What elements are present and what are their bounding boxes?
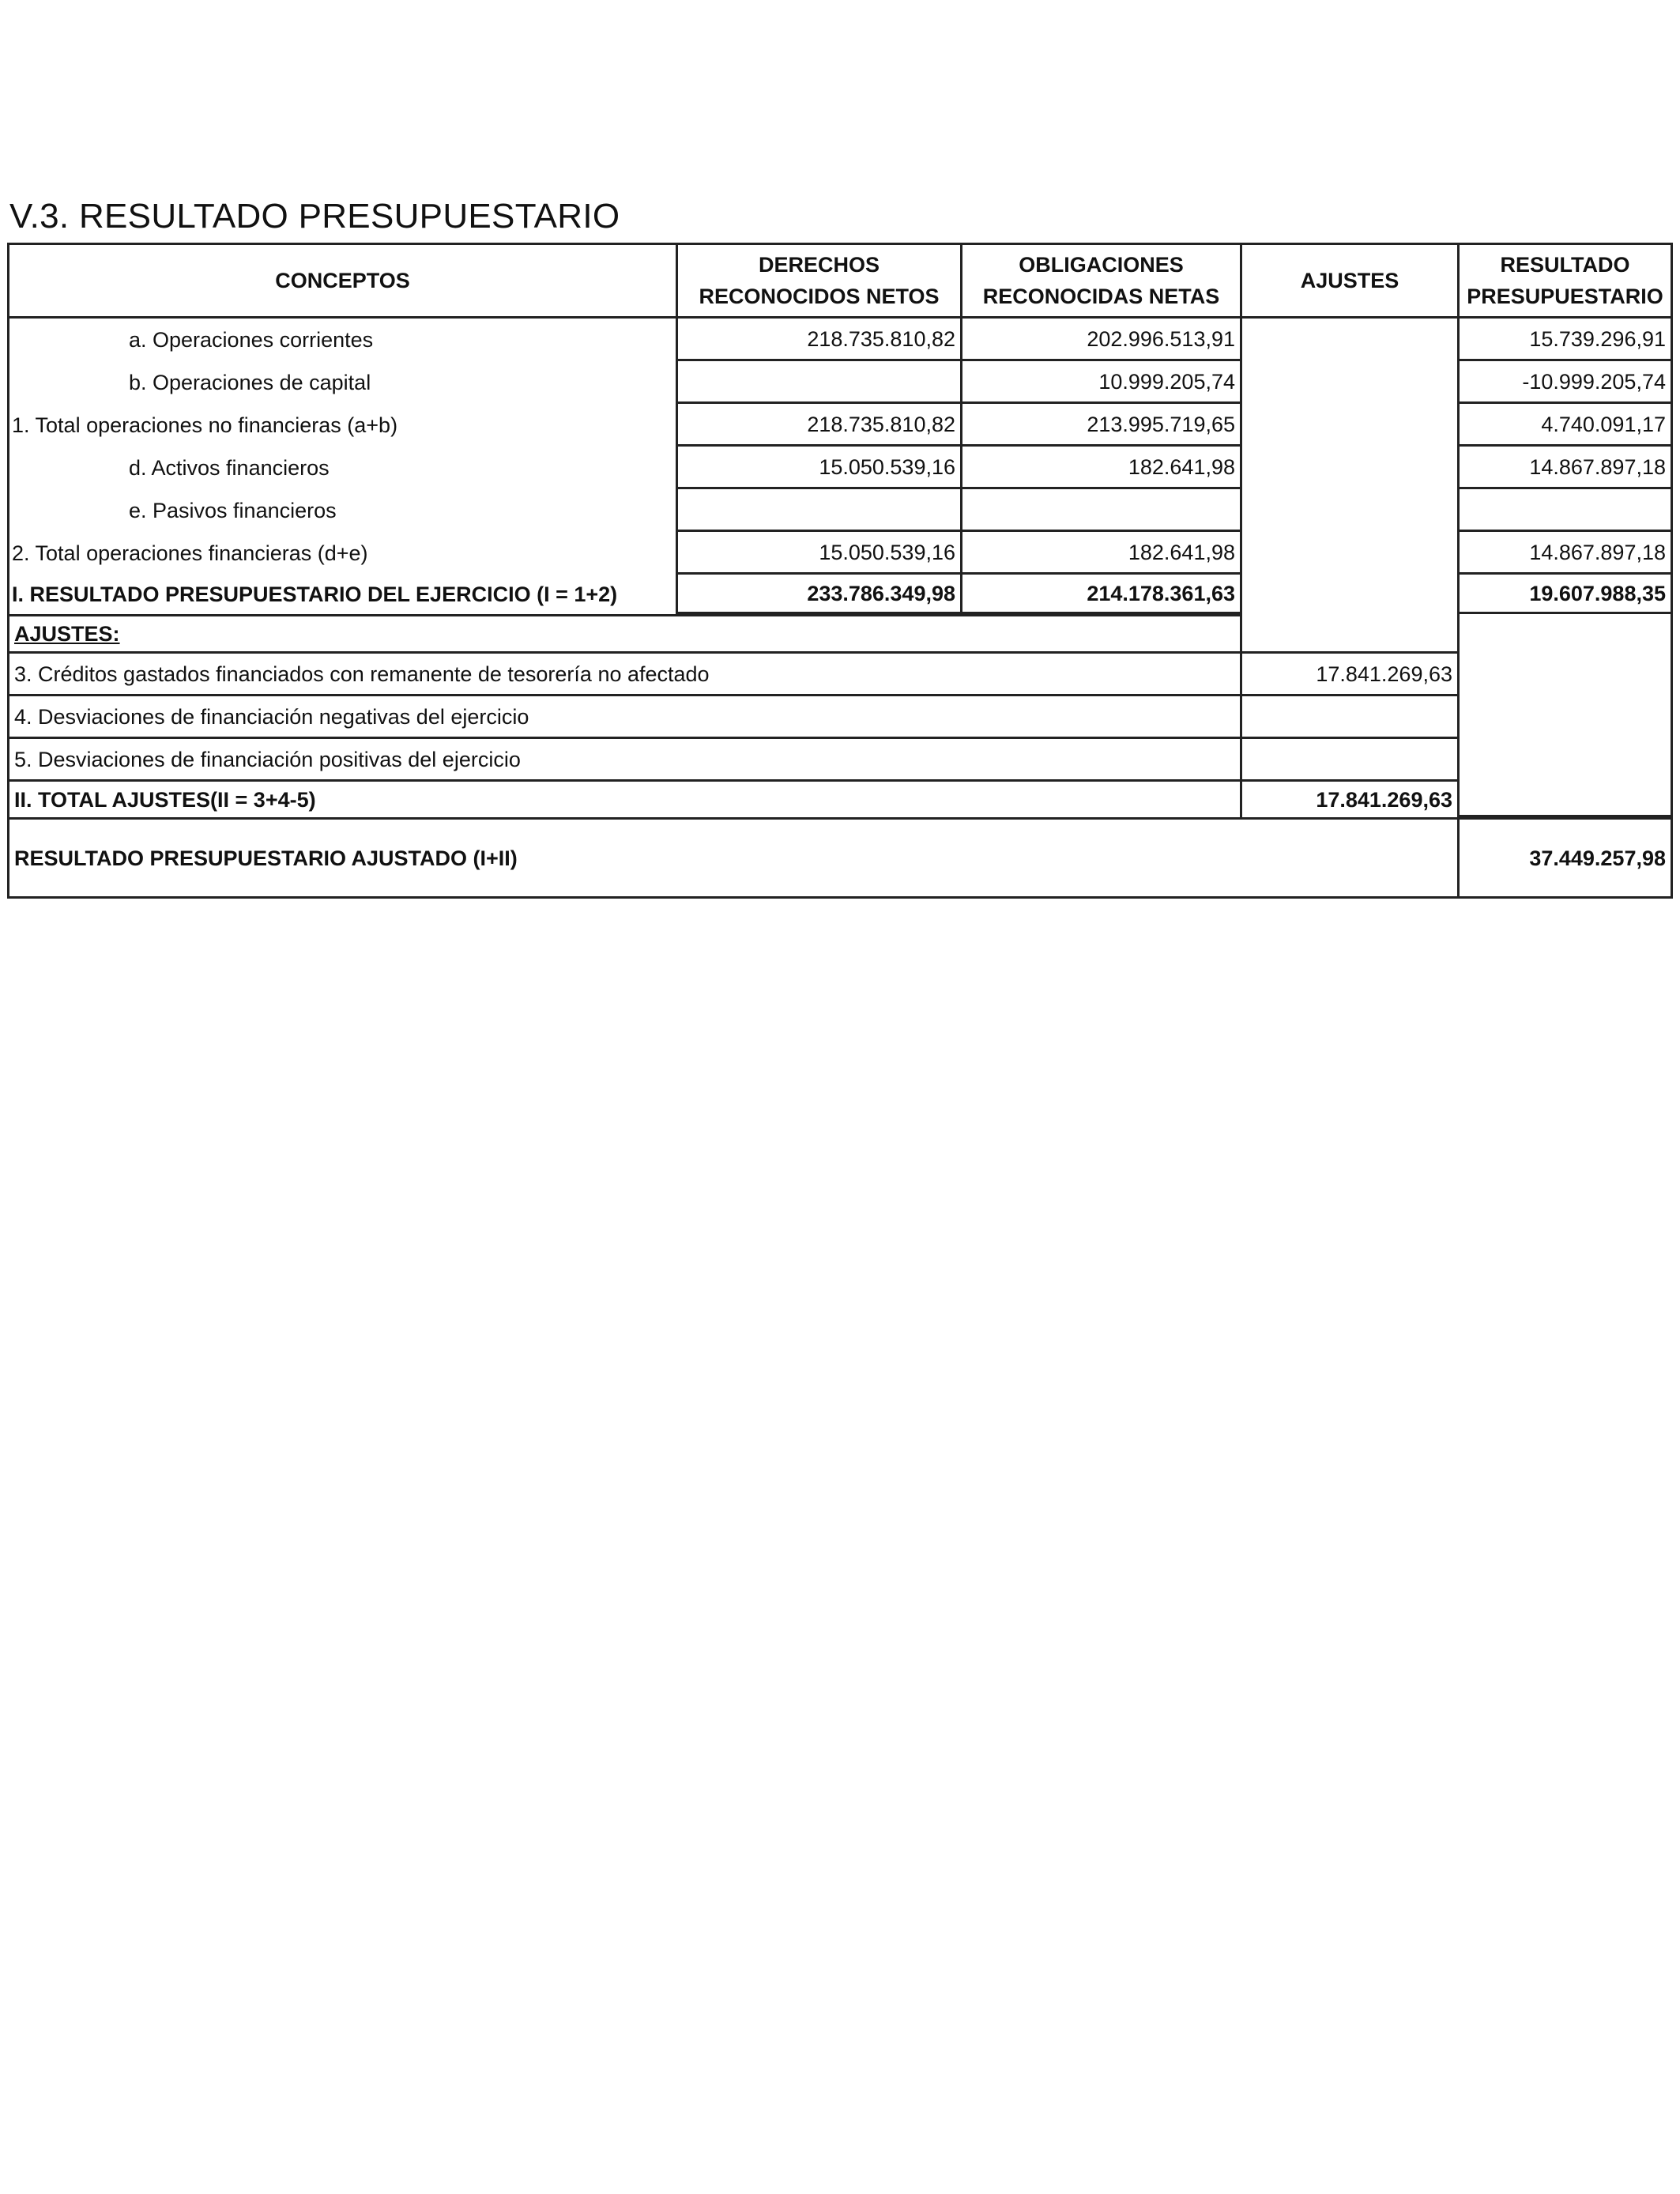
row-d-derechos: 15.050.539,16 bbox=[676, 444, 962, 489]
row-b-concept: b. Operaciones de capital bbox=[129, 371, 371, 394]
row-II-concept: II. TOTAL AJUSTES(II = 3+4-5) bbox=[7, 779, 1242, 820]
header-ajustes-label: AJUSTES bbox=[1300, 269, 1399, 292]
row-I-derechos: 233.786.349,98 bbox=[676, 572, 962, 614]
final-concept: RESULTADO PRESUPUESTARIO AJUSTADO (I+II) bbox=[7, 817, 1460, 899]
row-d-concept: d. Activos financieros bbox=[129, 456, 330, 480]
row-3-ajuste: 17.841.269,63 bbox=[1240, 651, 1460, 696]
header-derechos bbox=[676, 243, 962, 319]
header-obligaciones-line2: RECONOCIDAS NETAS bbox=[982, 285, 1220, 308]
row-a-resultado: 15.739.296,91 bbox=[1457, 316, 1673, 361]
ajustes-section-label bbox=[7, 614, 1242, 654]
row-4-ajuste bbox=[1240, 694, 1460, 739]
ajustes-column-upper bbox=[1240, 316, 1460, 654]
row-b-resultado: -10.999.205,74 bbox=[1457, 359, 1673, 404]
header-ajustes bbox=[1240, 243, 1460, 319]
row-2-obligaciones: 182.641,98 bbox=[960, 530, 1242, 575]
row-b-obligaciones: 10.999.205,74 bbox=[960, 359, 1242, 404]
row-a-derechos: 218.735.810,82 bbox=[676, 316, 962, 361]
header-resultado-line1: RESULTADO bbox=[1500, 253, 1630, 277]
header-resultado-line2: PRESUPUESTARIO bbox=[1467, 285, 1663, 308]
row-1-concept: 1. Total operaciones no financieras (a+b) bbox=[12, 413, 398, 437]
row-5-concept: 5. Desviaciones de financiación positivas del ejercicio bbox=[7, 737, 1242, 782]
header-conceptos bbox=[7, 243, 678, 319]
row-I-resultado: 19.607.988,35 bbox=[1457, 572, 1673, 614]
row-2-resultado: 14.867.897,18 bbox=[1457, 530, 1673, 575]
row-a-concept: a. Operaciones corrientes bbox=[129, 328, 374, 352]
resultado-column-ajustes bbox=[1457, 612, 1673, 817]
row-5-ajuste bbox=[1240, 737, 1460, 782]
row-I-concept: I. RESULTADO PRESUPUESTARIO DEL EJERCICIO (I = 1+2) bbox=[12, 582, 618, 606]
row-d-obligaciones: 182.641,98 bbox=[960, 444, 1242, 489]
budget-result-table bbox=[7, 243, 1673, 899]
row-I-obligaciones: 214.178.361,63 bbox=[960, 572, 1242, 614]
header-resultado bbox=[1457, 243, 1673, 319]
row-2-derechos: 15.050.539,16 bbox=[676, 530, 962, 575]
row-e-resultado bbox=[1457, 487, 1673, 532]
row-e-obligaciones bbox=[960, 487, 1242, 532]
header-obligaciones-line1: OBLIGACIONES bbox=[1019, 253, 1184, 277]
header-obligaciones bbox=[960, 243, 1242, 319]
row-II-ajuste: 17.841.269,63 bbox=[1240, 779, 1460, 820]
header-derechos-line2: RECONOCIDOS NETOS bbox=[699, 285, 940, 308]
row-1-derechos: 218.735.810,82 bbox=[676, 401, 962, 447]
row-b-derechos bbox=[676, 359, 962, 404]
row-4-concept: 4. Desviaciones de financiación negativas del ejercicio bbox=[7, 694, 1242, 739]
row-d-resultado: 14.867.897,18 bbox=[1457, 444, 1673, 489]
final-resultado: 37.449.257,98 bbox=[1457, 817, 1673, 899]
header-derechos-line1: DERECHOS bbox=[758, 253, 880, 277]
header-conceptos-label: CONCEPTOS bbox=[275, 269, 410, 292]
page-title: V.3. RESULTADO PRESUPUESTARIO bbox=[9, 197, 620, 236]
row-e-concept: e. Pasivos financieros bbox=[129, 499, 337, 522]
row-1-obligaciones: 213.995.719,65 bbox=[960, 401, 1242, 447]
row-e-derechos bbox=[676, 487, 962, 532]
row-2-concept: 2. Total operaciones financieras (d+e) bbox=[12, 541, 368, 565]
row-1-resultado: 4.740.091,17 bbox=[1457, 401, 1673, 447]
row-3-concept: 3. Créditos gastados financiados con remanente de tesorería no afectado bbox=[7, 651, 1242, 696]
row-a-obligaciones: 202.996.513,91 bbox=[960, 316, 1242, 361]
ajustes-section-label-text: AJUSTES: bbox=[14, 622, 120, 646]
